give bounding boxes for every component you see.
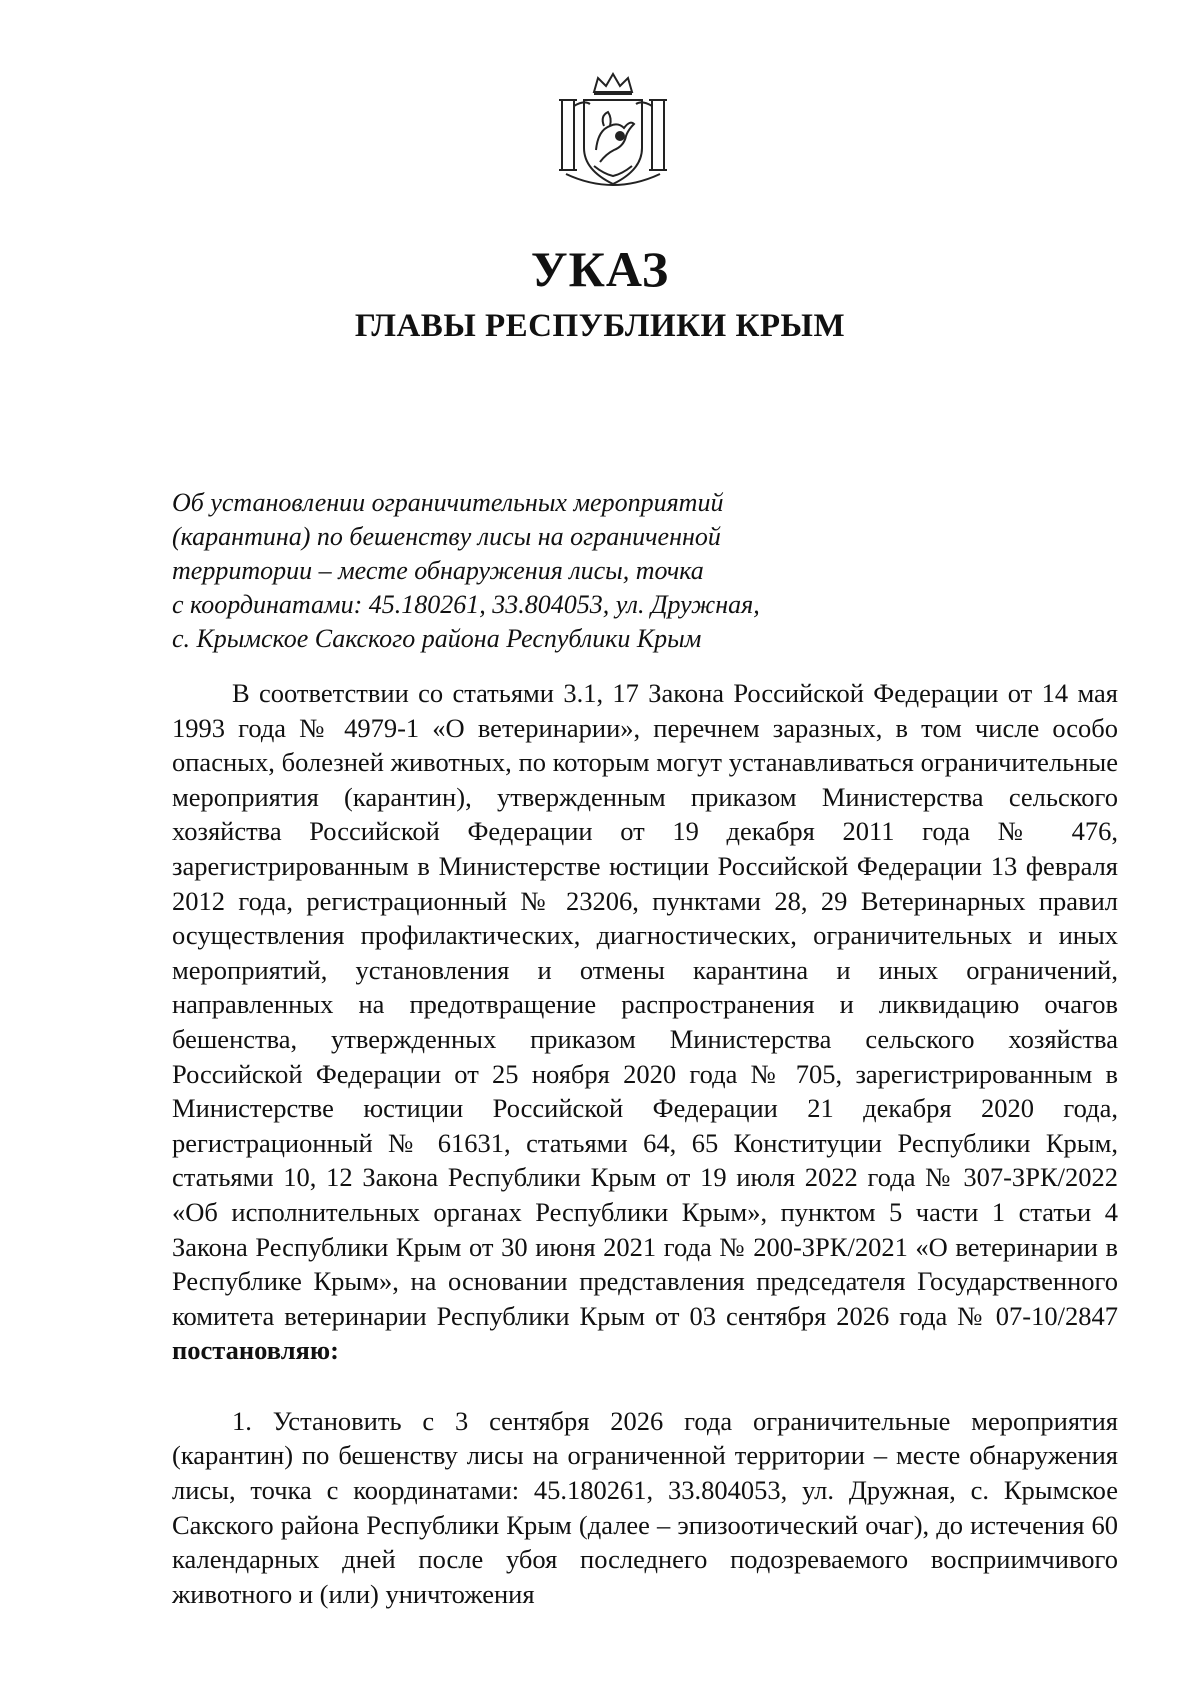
subject-line: с. Крымское Сакского района Республики Крым [172, 624, 702, 653]
decree-body [172, 676, 1118, 1611]
subject-line: (карантина) по бешенству лисы на ограниченной [172, 522, 721, 551]
preamble-paragraph [172, 676, 1118, 1368]
coat-of-arms-icon [554, 70, 672, 192]
decree-subject [172, 486, 812, 656]
subject-line: с координатами: 45.180261, 33.804053, ул. Дружная, [172, 590, 760, 619]
page-subtitle: ГЛАВЫ РЕСПУБЛИКИ КРЫМ [354, 308, 846, 344]
subject-line: Об установлении ограничительных мероприятий [172, 488, 724, 517]
decree-word: постановляю: [172, 1335, 339, 1366]
page-title: УКАЗ [530, 241, 670, 297]
clause-1-paragraph: 1. Установить с 3 сентября 2026 года ограничительные мероприятия (карантин) по бешенству лисы на ограниченной территории – месте обнаружения лисы, точка с координатами: 45.180261, 33.804053, ул. Дружная, с. Крымское Сакского района Республики Крым (далее – эпизоотический очаг), до истечения 60 календарных дней после убоя последнего подозреваемого восприимчивого животного и (или) уничтожения [172, 1405, 1118, 1609]
preamble-text: В соответствии со статьями 3.1, 17 Закона Российской Федерации от 14 мая 1993 года № 4979-1 «О ветеринарии», перечнем заразных, в том числе особо опасных, болезней животных, по которым могут устанавливаться ограничительные мероприятия (карантин), утвержденным приказом Министерства сельского хозяйства Российской Федерации от 19 декабря 2011 года № 476, зарегистрированным в Министерстве юстиции Российской Федерации 13 февраля 2012 года, регистрационный № 23206, пунктами 28, 29 Ветеринарных правил осуществления профилактических, диагностических, ограничительных и иных мероприятий, установления и отмены карантина и иных ограничений, направленных на предотвращение распространения и ликвидацию очагов бешенства, утвержденных приказом Министерства сельского хозяйства Российской Федерации от 25 ноября 2020 года № 705, зарегистрированным в Министерстве юстиции Российской Федерации 21 декабря 2020 года, регистрационный № 61631, статьями 64, 65 Конституции Республики Крым, статьями 10, 12 Закона Республики Крым от 19 июля 2022 года № 307-ЗРК/2022 «Об исполнительных органах Республики Крым», пунктом 5 части 1 статьи 4 Закона Республики Крым от 30 июня 2021 года № 200-ЗРК/2021 «О ветеринарии в Республике Крым», на основании представления председателя Государственного комитета ветеринарии Республики Крым от 03 сентября 2026 года № 07-10/2847 [172, 678, 1118, 1331]
subject-line: территории – месте обнаружения лисы, точка [172, 556, 704, 585]
